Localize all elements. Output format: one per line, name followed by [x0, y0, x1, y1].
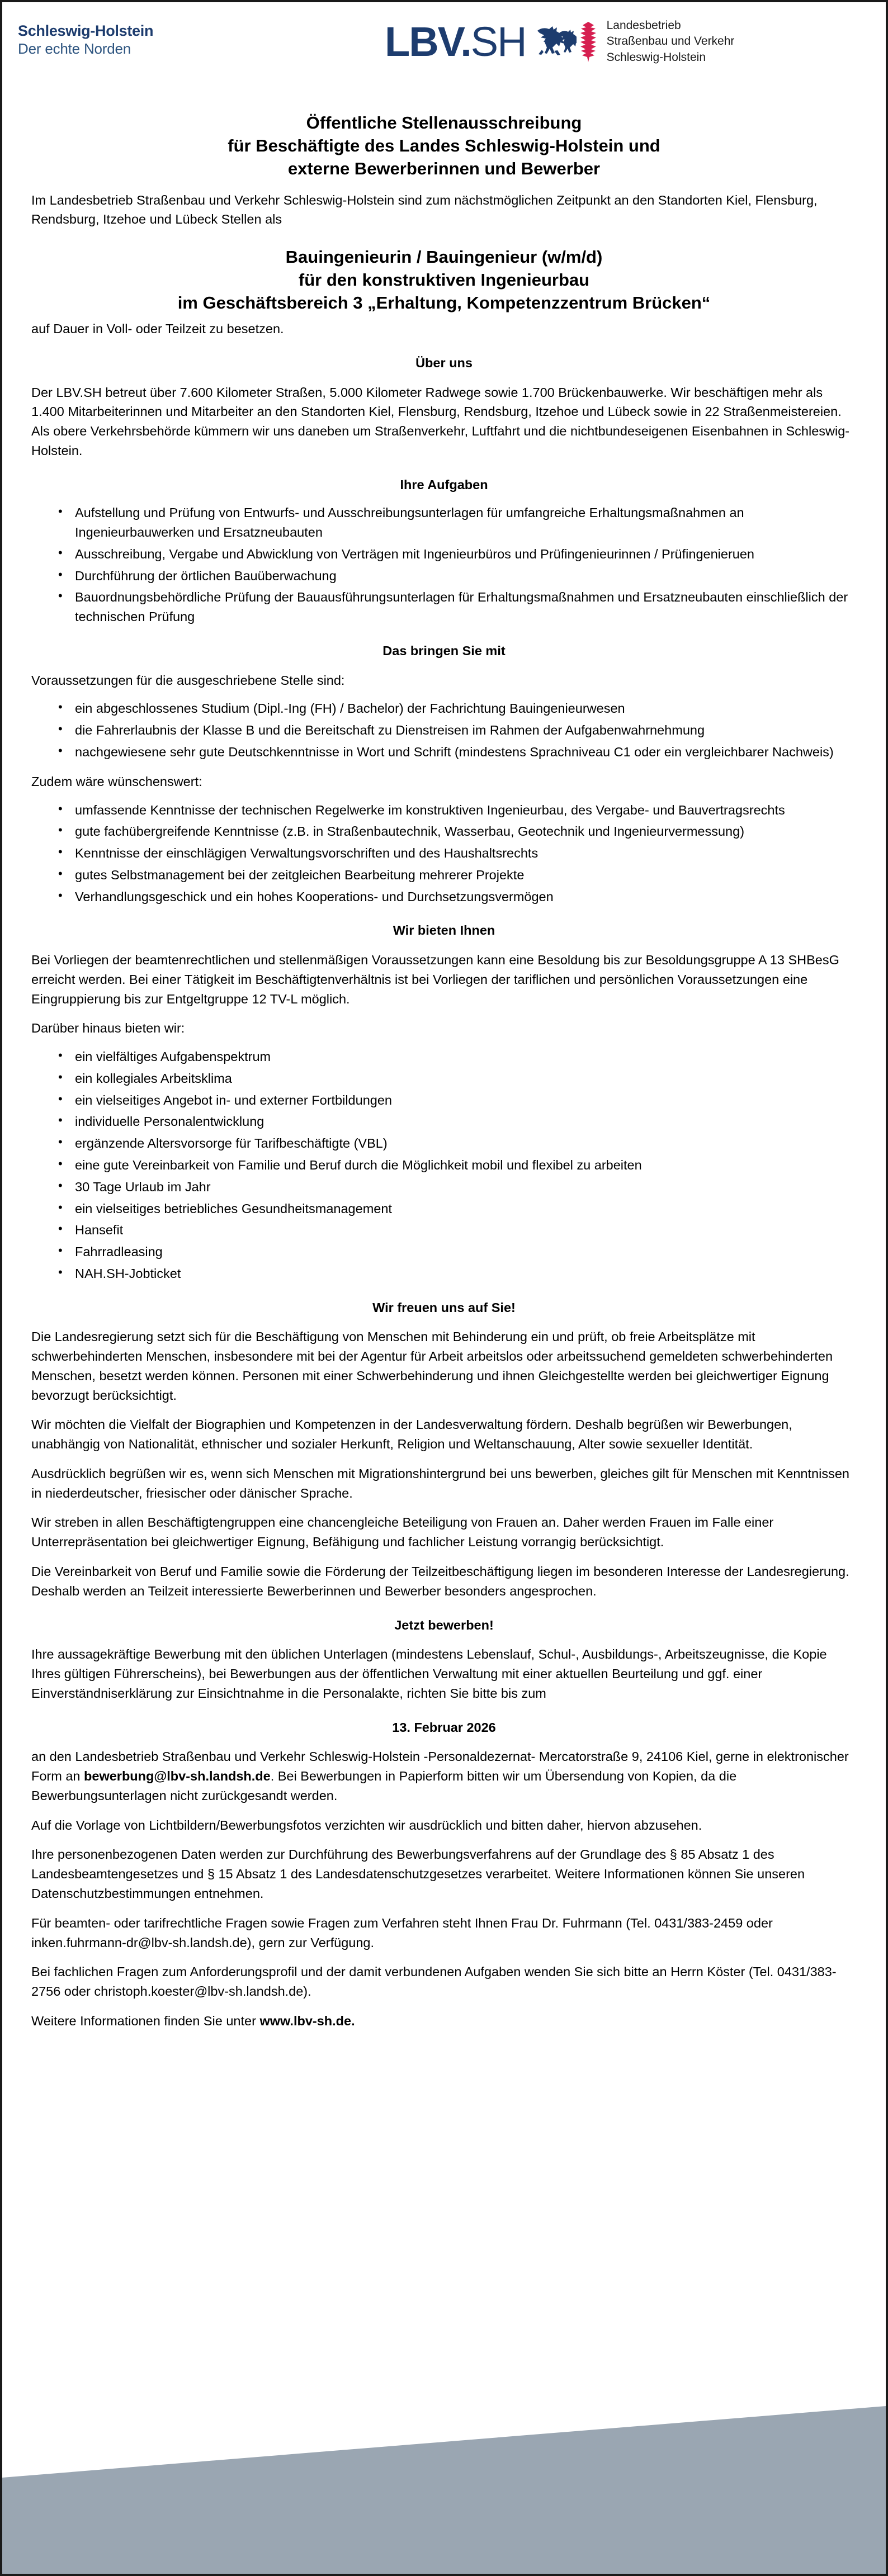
nettle-leaf-icon: [579, 21, 598, 63]
list-item: • Verhandlungsgeschick und ein hohes Kooperations- und Durchsetzungsvermögen: [54, 887, 857, 907]
job-note: auf Dauer in Voll- oder Teilzeit zu besetzen.: [31, 321, 284, 336]
footer-diagonal-graphic: [2, 2406, 886, 2574]
list-item: • Ausschreibung, Vergabe und Abwicklung von Verträgen mit Ingenieurbüros und Prüfingenieurinnen / Prüfingenieruen: [54, 544, 857, 564]
requirements-list: [31, 699, 857, 761]
job-title-line3: im Geschäftsbereich 3 „Erhaltung, Kompetenzzentrum Brücken“: [177, 293, 711, 313]
apply-address-post: . Bei Bewerbungen in Papierform bitten wir um Übersendung von Kopien, da die Bewerbungsunterlagen nicht zurückgesandt werden.: [31, 1769, 737, 1803]
desirable-list: [31, 801, 857, 907]
diversity-paragraph-2: Wir möchten die Vielfalt der Biographien und Kompetenzen in der Landesverwaltung fördern. Deshalb begrüßen wir Bewerbungen, unabhängig von Nationalität, ethnischer und sozialer Herkunft, Religion und Weltanschauung, Alter sowie sexueller Identität.: [31, 1417, 792, 1452]
list-item: • NAH.SH-Jobticket: [54, 1264, 857, 1284]
list-item: • ein kollegiales Arbeitsklima: [54, 1069, 857, 1088]
page-title-line3: externe Bewerberinnen und Bewerber: [287, 158, 601, 178]
list-item: • ein vielseitiges betriebliches Gesundheitsmanagement: [54, 1199, 857, 1219]
state-logo-line2: Der echte Norden: [18, 40, 131, 57]
lbv-subtitle-line1: Landesbetrieb: [606, 19, 681, 32]
section-heading-tasks: Ihre Aufgaben: [400, 477, 488, 492]
lbv-wordmark-bold: LBV: [385, 18, 461, 65]
privacy-paragraph: Ihre personenbezogenen Daten werden zur Durchführung des Bewerbungsverfahrens auf der Grundlage des § 85 Absatz 1 des Landesbeamtengesetzes und § 15 Absatz 1 des Landesdatenschutzgesetzes verarbeitet. Weitere Informationen können Sie unseren Datenschutzbestimmungen entnehmen.: [31, 1847, 805, 1901]
list-item: • individuelle Personalentwicklung: [54, 1112, 857, 1131]
list-item: • eine gute Vereinbarkeit von Familie und Beruf durch die Möglichkeit mobil und flexibel zu arbeiten: [54, 1156, 857, 1175]
intro-paragraph: Im Landesbetrieb Straßenbau und Verkehr Schleswig-Holstein sind zum nächstmöglichen Zeitpunkt an den Standorten Kiel, Flensburg, Rendsburg, Itzehoe und Lübeck Stellen als: [31, 192, 818, 227]
contact-paragraph-technical: Bei fachlichen Fragen zum Anforderungsprofil und der damit verbundenen Aufgaben wenden Sie sich bitte an Herrn Köster (Tel. 0431/383-2756 oder christoph.koester@lbv-sh.landsh.de).: [31, 1964, 837, 1999]
list-item: • 30 Tage Urlaub im Jahr: [54, 1177, 857, 1197]
diversity-paragraph-1: Die Landesregierung setzt sich für die Beschäftigung von Menschen mit Behinderung ein und prüft, ob freie Arbeitsplätze mit schwerbehinderten Menschen, insbesondere mit bei der Agentur für Arbeit arbeitslos oder arbeitssuchend gemeldeten schwerbehinderten Menschen, besetzt werden können. Personen mit einer Schwerbehinderung und ihnen Gleichgestellte werden bei gleichwertiger Eignung bevorzugt berücksichtigt.: [31, 1329, 833, 1403]
list-item: • Aufstellung und Prüfung von Entwurfs- und Ausschreibungsunterlagen für umfangreiche Erhaltungsmaßnahmen an Ingenieurbauwerken und Ersatzneubauten: [54, 503, 857, 542]
lbv-subtitle-line3: Schleswig-Holstein: [606, 50, 706, 64]
list-item: • gutes Selbstmanagement bei der zeitgleichen Bearbeitung mehrerer Projekte: [54, 865, 857, 885]
list-item: • umfassende Kenntnisse der technischen Regelwerke im konstruktiven Ingenieurbau, des Vergabe- und Bauvertragsrechts: [54, 801, 857, 820]
website-link[interactable]: www.lbv-sh.de.: [259, 2013, 355, 2028]
document-body: [2, 112, 886, 2031]
list-item: • Fahrradleasing: [54, 1242, 857, 1262]
list-item: • Durchführung der örtlichen Bauüberwachung: [54, 566, 857, 586]
section-heading-apply: Jetzt bewerben!: [394, 1617, 494, 1632]
tasks-list: [31, 503, 857, 627]
diversity-paragraph-4: Wir streben in allen Beschäftigtengruppen eine chancengleiche Beteiligung von Frauen an. Daher werden Frauen im Falle einer Unterrepräsentation bei gleichwertiger Eignung, Befähigung und fachlicher Leistung vorrangig berücksichtigt.: [31, 1515, 774, 1550]
section-heading-about: Über uns: [415, 355, 473, 370]
about-paragraph: Der LBV.SH betreut über 7.600 Kilometer Straßen, 5.000 Kilometer Radwege sowie 1.700 Brückenbauwerke. Wir beschäftigen mehr als 1.400 Mitarbeiterinnen und Mitarbeiter an den Standorten Kiel, Flensburg, Rendsburg, Itzehoe und Lübeck sowie in 22 Straßenmeistereien. Als obere Verkehrsbehörde kümmern wir uns daneben um Straßenverkehr, Luftfahrt und die nichtbundeseigenen Eisenbahnen in Schleswig-Holstein.: [31, 385, 850, 458]
offer-list: [31, 1047, 857, 1283]
apply-address-pre: an den Landesbetrieb Straßenbau und Verkehr Schleswig-Holstein -Personaldezernat- Mercatorstraße 9, 24106 Kiel, gerne in elektronischer Form an: [31, 1749, 849, 1784]
requirements-lead2: Zudem wäre wünschenswert:: [31, 774, 202, 789]
job-title: [31, 246, 857, 315]
schleswig-holstein-crest: [532, 21, 598, 63]
lbv-sh-logo: [385, 18, 734, 65]
page-title-line1: Öffentliche Stellenausschreibung: [306, 113, 582, 132]
list-item: • Hansefit: [54, 1220, 857, 1240]
more-info-paragraph: [31, 2011, 857, 2031]
page-header: [2, 2, 886, 87]
lbv-wordmark-dot: .: [460, 18, 471, 65]
list-item: • ergänzende Altersvorsorge für Tarifbeschäftigte (VBL): [54, 1134, 857, 1153]
list-item: • ein vielfältiges Aufgabenspektrum: [54, 1047, 857, 1067]
lbv-wordmark-thin: SH: [470, 18, 526, 65]
diversity-paragraph-3: Ausdrücklich begrüßen wir es, wenn sich Menschen mit Migrationshintergrund bei uns bewerben, gleiches gilt für Menschen mit Kenntnissen in niederdeutscher, friesischer oder dänischer Sprache.: [31, 1466, 849, 1500]
diversity-paragraph-5: Die Vereinbarkeit von Beruf und Familie sowie die Förderung der Teilzeitbeschäftigung liegen im besonderen Interesse der Landesregierung. Deshalb werden an Teilzeit interessierte Bewerberinnen und Bewerber besonders angesprochen.: [31, 1564, 849, 1598]
application-deadline: 13. Februar 2026: [392, 1720, 496, 1735]
lbv-subtitle-line2: Straßenbau und Verkehr: [606, 35, 735, 48]
list-item: • die Fahrerlaubnis der Klasse B und die Bereitschaft zu Dienstreisen im Rahmen der Aufgabenwahrnehmung: [54, 721, 857, 740]
lbv-wordmark: [385, 18, 526, 65]
list-item: • ein abgeschlossenes Studium (Dipl.-Ing (FH) / Bachelor) der Fachrichtung Bauingenieurwesen: [54, 699, 857, 718]
list-item: • nachgewiesene sehr gute Deutschkenntnisse in Wort und Schrift (mindestens Sprachniveau C1 oder ein vergleichbarer Nachweis): [54, 742, 857, 762]
contact-paragraph-hr: Für beamten- oder tarifrechtliche Fragen sowie Fragen zum Verfahren steht Ihnen Frau Dr. Fuhrmann (Tel. 0431/383-2459 oder inken.fuhrmann-dr@lbv-sh.landsh.de), gern zur Verfügung.: [31, 1915, 773, 1950]
page-title: [31, 112, 857, 181]
requirements-lead: Voraussetzungen für die ausgeschriebene Stelle sind:: [31, 673, 345, 688]
page-title-line2: für Beschäftigte des Landes Schleswig-Holstein und: [228, 135, 660, 155]
section-heading-offer: Wir bieten Ihnen: [393, 923, 495, 938]
apply-address-paragraph: [31, 1747, 857, 1805]
apply-email-link[interactable]: bewerbung@lbv-sh.landsh.de: [84, 1769, 271, 1784]
offer-lead: Darüber hinaus bieten wir:: [31, 1021, 185, 1036]
job-title-line1: Bauingenieurin / Bauingenieur (w/m/d): [285, 247, 603, 267]
schleswig-holstein-logo: [18, 22, 153, 58]
lions-icon: [532, 21, 577, 63]
job-title-line2: für den konstruktiven Ingenieurbau: [298, 270, 590, 290]
section-heading-diversity: Wir freuen uns auf Sie!: [372, 1300, 516, 1315]
photo-notice-paragraph: Auf die Vorlage von Lichtbildern/Bewerbungsfotos verzichten wir ausdrücklich und bitten daher, hiervon abzusehen.: [31, 1817, 702, 1832]
offer-paragraph: Bei Vorliegen der beamtenrechtlichen und stellenmäßigen Voraussetzungen kann eine Besoldung bis zur Besoldungsgruppe A 13 SHBesG erreicht werden. Bei einer Tätigkeit im Beschäftigtenverhältnis ist bei Vorliegen der tariflichen und persönlichen Voraussetzungen eine Eingruppierung bis zur Entgeltgruppe 12 TV-L möglich.: [31, 953, 839, 1006]
list-item: • ein vielseitiges Angebot in- und externer Fortbildungen: [54, 1091, 857, 1110]
lbv-subtitle: [607, 18, 735, 65]
list-item: • Kenntnisse der einschlägigen Verwaltungsvorschriften und des Haushaltsrechts: [54, 844, 857, 863]
more-info-pre: Weitere Informationen finden Sie unter: [31, 2013, 260, 2028]
list-item: • Bauordnungsbehördliche Prüfung der Bauausführungsunterlagen für Erhaltungsmaßnahmen und Ersatzneubauten einschließlich der technischen Prüfung: [54, 588, 857, 627]
list-item: • gute fachübergreifende Kenntnisse (z.B. in Straßenbautechnik, Wasserbau, Geotechnik und Ingenieurvermessung): [54, 822, 857, 841]
apply-paragraph: Ihre aussagekräftige Bewerbung mit den üblichen Unterlagen (mindestens Lebenslauf, Schul-, Ausbildungs-, Arbeitszeugnisse, die Kopie Ihres gültigen Führerscheins), bei Bewerbungen aus der öffentlichen Verwaltung mit einer aktuellen Beurteilung und ggf. einer Einverständniserklärung zur Einsichtnahme in die Personalakte, richten Sie bitte bis zum: [31, 1647, 827, 1701]
section-heading-requirements: Das bringen Sie mit: [382, 643, 506, 658]
state-logo-line1: Schleswig-Holstein: [18, 22, 154, 39]
